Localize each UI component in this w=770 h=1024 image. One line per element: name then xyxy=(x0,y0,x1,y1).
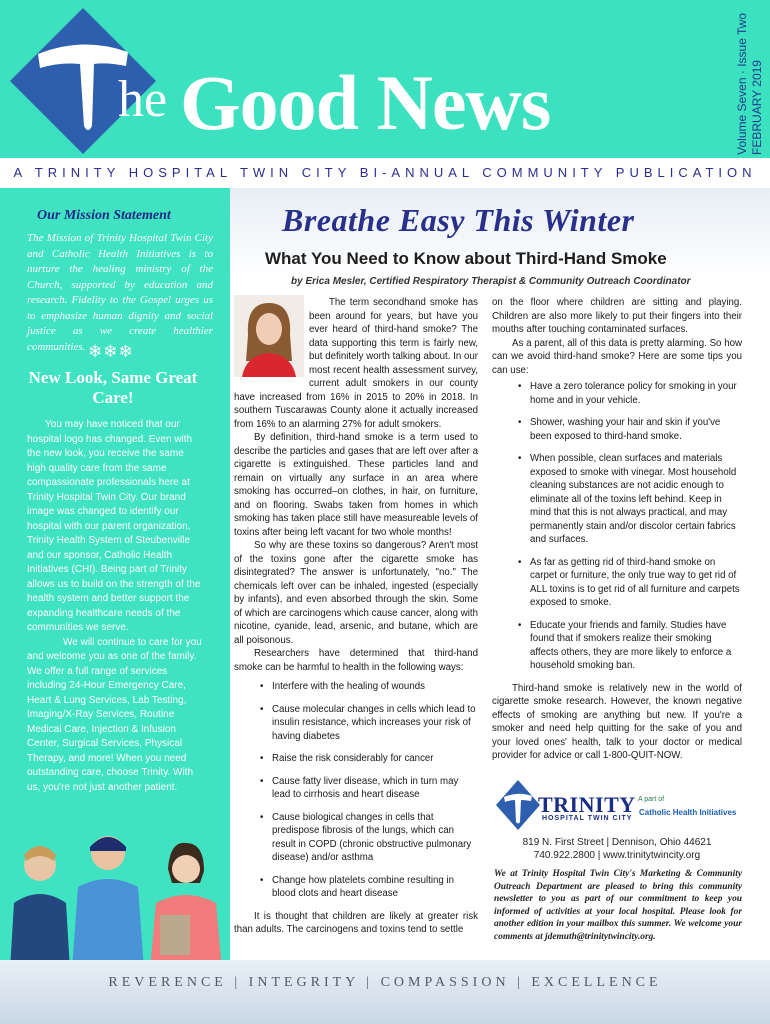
logo-name: TRINITY xyxy=(538,792,636,817)
volume-label: Volume Seven · Issue Two xyxy=(735,13,749,155)
part-of-label: A part of xyxy=(638,796,665,803)
article-paragraph: So why are these toxins so dangerous? Aren't most of the toxins gone after the cigarette smoke has disintegrated? The answer is unfortunately, "no." The chemicals left over can be inhaled, ingested (especially by infants), and even absorbed through the skin. Some of which are carcinogens which cause cancer, along with nicotine, cyanide, lead, arsenic, and butane, which are all poisonous. xyxy=(234,540,478,646)
list-item: • Interfere with the healing of wounds xyxy=(272,680,478,694)
staff-photo xyxy=(0,825,230,970)
new-look-paragraph-2: We will continue to care for you and welcome you as one of the family. We offer a full range of services including 24-Hour Emergency Care, Heart & Lung Services, Lab Testing, Imaging/X-Ray Services, Routine Medical Care, Injection & Infusion Center, Surgical Services, Physical Therapy, and more! When you need outstanding care, choose Trinity. With us, you're not just another patient. xyxy=(27,636,202,793)
issue-info xyxy=(733,10,767,155)
street-address: 819 N. First Street | Dennison, Ohio 44621 xyxy=(522,837,712,848)
list-item: • Change how platelets combine resulting in blood clots and heart disease xyxy=(272,874,478,901)
article-byline: by Erica Mesler, Certified Respiratory Therapist & Community Outreach Coordinator xyxy=(291,276,691,287)
list-item: • Shower, washing your hair and skin if you've been exposed to third-hand smoke. xyxy=(530,416,742,443)
trinity-cross-icon xyxy=(496,780,540,830)
article-column-2 xyxy=(492,296,742,763)
logo-subname: HOSPITAL TWIN CITY xyxy=(542,815,633,822)
newsletter-title: Good News xyxy=(180,59,551,146)
article-paragraph: on the floor where children are sitting and playing. Children are also more likely to put their fingers into their mouths after touching contaminated surfaces. xyxy=(492,297,742,335)
footer-band xyxy=(0,960,770,1024)
mission-heading: Our Mission Statement xyxy=(37,208,171,223)
article-paragraph: As a parent, all of this data is pretty alarming. So how can we avoid third-hand smoke? Here are some tips you can use: xyxy=(492,337,742,376)
list-item: • When possible, clean surfaces and materials exposed to smoke with vinegar. Most household cleaning substances are not acidic enough to eliminate all of the toxins left behind. Keep in mind that this is not always practical, and may permanently stain and/or discolor certain fabrics and surfaces. xyxy=(530,452,742,547)
list-item: • Have a zero tolerance policy for smoking in your home and in your vehicle. xyxy=(530,380,742,407)
article-headline: Breathe Easy This Winter xyxy=(282,202,635,238)
publication-subtitle: A TRINITY HOSPITAL TWIN CITY BI-ANNUAL COMMUNITY PUBLICATION xyxy=(13,165,757,180)
list-item: • Raise the risk considerably for cancer xyxy=(272,752,478,766)
phone-website: 740.922.2800 | www.trinitytwincity.org xyxy=(533,850,701,861)
article-paragraph: Researchers have determined that third-hand smoke can be harmful to health in the following ways: xyxy=(234,648,478,673)
newsletter-note: We at Trinity Hospital Twin City's Marketing & Community Outreach Department are pleased to bring this community newsletter to you as part of our commitment to keep you informed of activities at your local hospital. Please look for another edition in your mailbox this summer. We welcome your comments at jdemuth@trinitytwincity.org. xyxy=(494,869,742,942)
new-look-text xyxy=(27,418,203,795)
list-item: • Cause fatty liver disease, which in turn may lead to cirrhosis and heart disease xyxy=(272,775,478,802)
issue-date: FEBRUARY 2019 xyxy=(750,60,764,155)
mission-text: The Mission of Trinity Hospital Twin City and Catholic Health Initiatives is to nurture the healing ministry of the Church, supported by education and research. Fidelity to the Gospel urges us to emphasize human dignity and social justice as we create healthier communities. xyxy=(27,232,213,353)
tips-list xyxy=(492,380,742,673)
new-look-paragraph-1: You may have noticed that our hospital logo has changed. Even with the new look, you receive the same high quality care from the same compassionate professionals here at Trinity Hospital Twin City. Our brand image was changed to identify our hospital with our parent organization, Trinity Health System of Steubenville and our sponsor, Catholic Health Initiatives (CHI). Being part of Trinity allows us to build on the strength of the health system and better support the expanding healthcare needs of the communities we serve. xyxy=(27,419,201,633)
health-effects-list xyxy=(234,680,478,901)
new-look-heading: New Look, Same Great Care! xyxy=(28,368,198,407)
masthead xyxy=(0,0,770,158)
article-paragraph: The term secondhand smoke has been around for years, but have you ever heard of third-hand smoke? The data supporting this term is fairly new, but definitely worth talking about. In our most recent health assessment survey, current adult smokers in our county have increased from 16% in 2015 to 20% in 2018. In southern Tuscarawas County alone it actually increased from 16% to an alarming 27% for adult smokers. xyxy=(234,297,478,430)
list-item: • Cause biological changes in cells that predispose fibrosis of the lungs, which can result in COPD (chronic obstructive pulmonary disease) and/or asthma xyxy=(272,811,478,865)
article-paragraph: It is thought that children are likely at greater risk than adults. The carcinogens and toxins tend to settle xyxy=(234,910,478,935)
article-column-1 xyxy=(234,296,478,937)
snowflake-ornament-icon: ❄❄❄ xyxy=(88,342,134,361)
title-he: he xyxy=(118,71,168,128)
article-subheadline: What You Need to Know about Third-Hand Smoke xyxy=(265,249,667,268)
list-item: • As far as getting rid of third-hand smoke on carpet or furniture, the only true way to get rid of ALL toxins is to get rid of all furniture and carpets exposed to smoke. xyxy=(530,556,742,610)
contact-address xyxy=(492,836,742,862)
trinity-logo xyxy=(492,780,738,832)
list-item: • Educate your friends and family. Studies have found that if smokers realize their smoking affects others, they are more likely to enforce a household smoking ban. xyxy=(530,619,742,673)
list-item: • Cause molecular changes in cells which lead to insulin resistance, which increases your risk of having diabetes xyxy=(272,703,478,744)
core-values: REVERENCE | INTEGRITY | COMPASSION | EXCELLENCE xyxy=(108,975,662,990)
article-paragraph: Third-hand smoke is relatively new in the world of cigarette smoke research. However, the known negative effects of smoking are anything but new. If you're a smoker and need help quitting for the sake of you and your loved ones' health, talk to your doctor or medical provider for advice or call 1-800-QUIT-NOW. xyxy=(492,682,742,761)
parent-organization: Catholic Health Initiatives xyxy=(639,808,737,817)
article-paragraph: By definition, third-hand smoke is a term used to describe the particles and gases that are left over after a cigarette is extinguished. These particles land and remain on virtually any surface in an area where smoking has occurred–on clothes, in hair, on furniture, and on flooring. Swabs taken from homes in which smoking has taken place still have measureable levels of toxins after being left vacant for two whole months! xyxy=(234,432,478,538)
